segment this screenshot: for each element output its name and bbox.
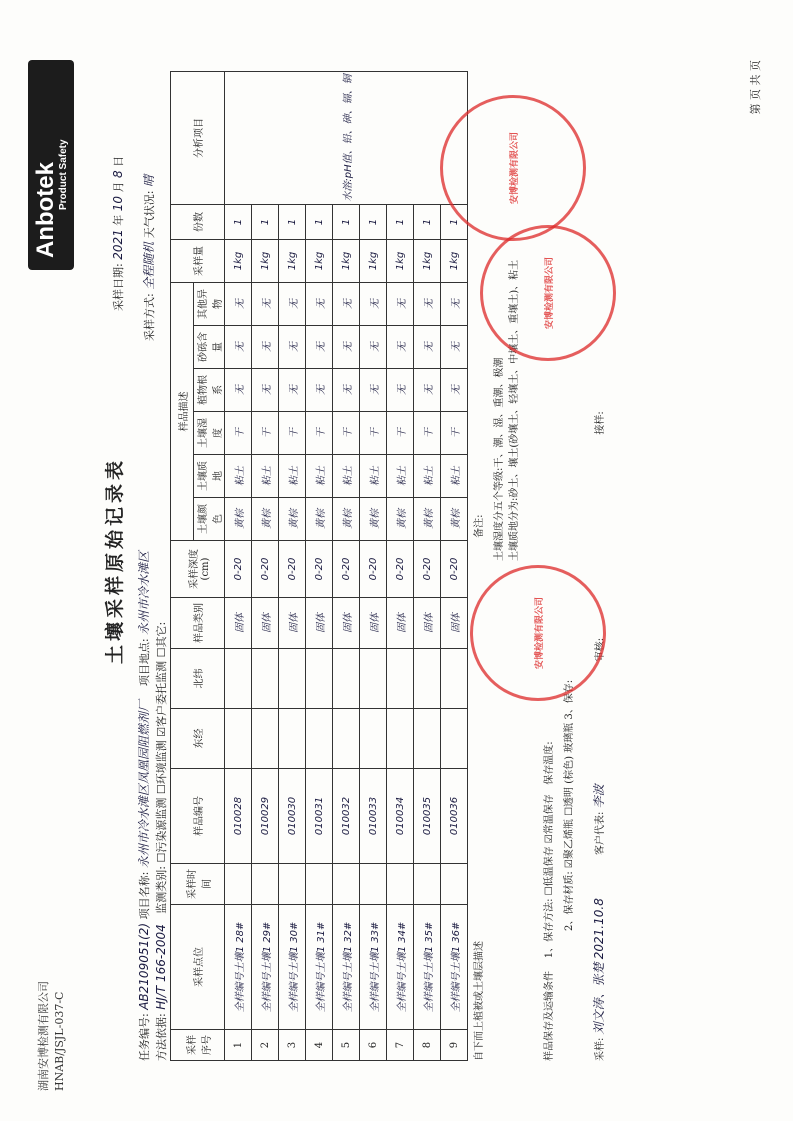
cell-point: 全样编号土壤1 30# [279, 905, 306, 1030]
cell-east [441, 709, 468, 769]
col-time: 采样时间 [171, 864, 225, 905]
cell-point: 全样编号土壤1 33# [360, 905, 387, 1030]
task-no-label: 任务编号: [138, 1013, 151, 1061]
cell-gravel: 无 [360, 326, 387, 369]
year-label: 年 [112, 214, 125, 226]
col-desc-group: 样品描述 [171, 283, 194, 541]
moisture-grades: 土壤湿度分五个等级:干、潮、湿、重潮、极潮 [494, 357, 505, 561]
cell-moisture: 干 [360, 412, 387, 455]
cell-moisture: 干 [279, 412, 306, 455]
cell-point: 全样编号土壤1 35# [414, 905, 441, 1030]
cell-category: 固体 [225, 598, 252, 649]
monitor-type-label: 监测类别: [155, 866, 168, 914]
container-label: 2、保存材质: [564, 871, 575, 931]
container-opt-5: 3、保存: [564, 679, 575, 720]
cell-other: 无 [387, 283, 414, 326]
notes-label: 备注: [474, 514, 485, 538]
date-day: 8 [111, 170, 125, 178]
monitor-opt-2[interactable]: ☐环境监测 [155, 740, 168, 795]
cell-count: 1 [414, 205, 441, 240]
cell-roots: 无 [333, 369, 360, 412]
cell-east [360, 709, 387, 769]
cell-color: 黄棕 [252, 498, 279, 541]
day-label: 日 [112, 155, 125, 167]
cell-east [306, 709, 333, 769]
col-color: 土壤颜色 [194, 498, 225, 541]
cell-gravel: 无 [279, 326, 306, 369]
col-depth: 采样深度(cm) [171, 541, 225, 598]
cell-north [414, 649, 441, 709]
cell-north [225, 649, 252, 709]
cell-texture: 粘土 [333, 455, 360, 498]
cell-qty: 1kg [279, 240, 306, 283]
col-count: 份数 [171, 205, 225, 240]
cell-time [279, 864, 306, 905]
sampling-method-label: 采样方式: [143, 293, 156, 341]
sampling-date [110, 156, 126, 311]
sampling-method-row [140, 175, 157, 341]
cell-east [414, 709, 441, 769]
project-name-label: 项目名称: [138, 871, 151, 920]
col-gravel: 砂砾含量 [194, 326, 225, 369]
sampling-method-value: 全程随机 [142, 241, 156, 290]
col-analysis: 分析项目 [171, 72, 225, 205]
cell-point: 全样编号土壤1 31# [306, 905, 333, 1030]
date-month: 10 [111, 195, 125, 212]
cell-qty: 1kg [441, 240, 468, 283]
cell-roots: 无 [252, 369, 279, 412]
cell-roots: 无 [225, 369, 252, 412]
col-texture: 土壤质地 [194, 455, 225, 498]
cell-color: 黄棕 [441, 498, 468, 541]
col-qty: 采样量 [171, 240, 225, 283]
task-number-row [135, 551, 152, 1061]
cell-depth: 0-20 [225, 541, 252, 598]
cell-other: 无 [360, 283, 387, 326]
cell-qty: 1kg [306, 240, 333, 283]
cell-point: 全样编号土壤1 36# [441, 905, 468, 1030]
cell-qty: 1kg [414, 240, 441, 283]
col-category: 样品类别 [171, 598, 225, 649]
container-opt-3[interactable]: (棕色) [564, 755, 575, 784]
cell-sample-no: 010031 [306, 769, 333, 864]
document-number: HNAB/JSJL-037-C [53, 991, 66, 1091]
logo-text: Anbotek [32, 162, 59, 258]
date-year: 2021 [111, 229, 125, 260]
cell-seq: 4 [306, 1030, 333, 1061]
container-opt-4[interactable]: 玻璃瓶 [564, 722, 575, 753]
cell-seq: 8 [414, 1030, 441, 1061]
cell-time [252, 864, 279, 905]
cell-color: 黄棕 [360, 498, 387, 541]
col-point: 采样点位 [171, 905, 225, 1030]
cell-east [252, 709, 279, 769]
cell-point: 全样编号土壤1 29# [252, 905, 279, 1030]
method-basis-label: 方法依据: [155, 1013, 168, 1061]
weather-label: 天气状况: [143, 190, 156, 239]
signature-row [590, 71, 607, 1061]
cell-roots: 无 [279, 369, 306, 412]
sampler-date: 2021.10.8 [592, 898, 606, 960]
cell-depth: 0-20 [306, 541, 333, 598]
container-opt-2[interactable]: ☐透明 [564, 786, 575, 816]
cell-roots: 无 [360, 369, 387, 412]
profile-label: 自下而上植被或土壤层描述 [474, 941, 485, 1061]
cell-qty: 1kg [333, 240, 360, 283]
table-header-row [171, 72, 194, 1061]
cell-east [225, 709, 252, 769]
cell-category: 固体 [360, 598, 387, 649]
sampling-table [170, 71, 468, 1061]
cell-gravel: 无 [252, 326, 279, 369]
cell-depth: 0-20 [360, 541, 387, 598]
cell-depth: 0-20 [333, 541, 360, 598]
cell-north [333, 649, 360, 709]
table-row [414, 72, 441, 1061]
client-value: 李波 [592, 784, 606, 809]
cell-depth: 0-20 [252, 541, 279, 598]
weather-value: 晴 [142, 175, 156, 188]
cell-gravel: 无 [225, 326, 252, 369]
cell-category: 固体 [306, 598, 333, 649]
container-opt-1[interactable]: ☑聚乙烯瓶 [564, 819, 575, 869]
col-roots: 植物根系 [194, 369, 225, 412]
cell-sample-no: 010028 [225, 769, 252, 864]
cell-texture: 粘土 [252, 455, 279, 498]
cell-color: 黄棕 [225, 498, 252, 541]
cell-texture: 粘土 [279, 455, 306, 498]
cell-seq: 5 [333, 1030, 360, 1061]
cell-north [279, 649, 306, 709]
cell-category: 固体 [441, 598, 468, 649]
cell-seq: 7 [387, 1030, 414, 1061]
cell-category: 固体 [333, 598, 360, 649]
company-name: 湖南安博检测有限公司 [37, 981, 50, 1091]
cell-gravel: 无 [387, 326, 414, 369]
cell-seq: 1 [225, 1030, 252, 1061]
col-sample-no: 样品编号 [171, 769, 225, 864]
cell-moisture: 干 [252, 412, 279, 455]
cell-other: 无 [225, 283, 252, 326]
month-label: 月 [112, 181, 125, 193]
cell-seq: 9 [441, 1030, 468, 1061]
cell-sample-no: 010029 [252, 769, 279, 864]
cell-east [387, 709, 414, 769]
company-stamp-3: 安博检测有限公司 [480, 225, 616, 361]
company-stamp-1: 安博检测有限公司 [470, 565, 606, 701]
texture-grades: 土壤质地分为:砂土、壤土(砂壤土、轻壤土、中壤土、重壤土)、粘土 [509, 259, 520, 561]
cell-gravel: 无 [333, 326, 360, 369]
task-no-value: AB2109051(2) [137, 922, 151, 1010]
cell-category: 固体 [414, 598, 441, 649]
cell-category: 固体 [387, 598, 414, 649]
sampler-value: 刘文涛、张楚 [592, 962, 606, 1035]
table-row [225, 72, 252, 1061]
cell-sample-no: 010034 [387, 769, 414, 864]
cell-count: 1 [387, 205, 414, 240]
anbotek-logo [28, 60, 74, 270]
cell-depth: 0-20 [279, 541, 306, 598]
storage-method-label: 1、保存方法: [544, 898, 555, 959]
cell-category: 固体 [252, 598, 279, 649]
cell-other: 无 [306, 283, 333, 326]
method-basis-value: HJ/T 166-2004 [154, 924, 168, 1010]
cell-moisture: 干 [414, 412, 441, 455]
cell-qty: 1kg [387, 240, 414, 283]
monitor-opt-3[interactable]: ☑客户委托监测 [155, 660, 168, 737]
cell-other: 无 [333, 283, 360, 326]
cell-count: 1 [441, 205, 468, 240]
storage-temp-label: 保存温度: [544, 741, 555, 785]
cell-texture: 粘土 [414, 455, 441, 498]
cell-east [333, 709, 360, 769]
cell-depth: 0-20 [387, 541, 414, 598]
cell-moisture: 干 [387, 412, 414, 455]
cell-texture: 粘土 [360, 455, 387, 498]
receiver-label: 接样: [595, 411, 606, 435]
cell-count: 1 [306, 205, 333, 240]
cell-time [333, 864, 360, 905]
cell-moisture: 干 [333, 412, 360, 455]
cell-texture: 粘土 [441, 455, 468, 498]
cell-category: 固体 [279, 598, 306, 649]
cell-seq: 3 [279, 1030, 306, 1061]
cell-texture: 粘土 [225, 455, 252, 498]
col-east: 东经 [171, 709, 225, 769]
cell-color: 黄棕 [306, 498, 333, 541]
cell-count: 1 [360, 205, 387, 240]
cell-moisture: 干 [306, 412, 333, 455]
cell-time [306, 864, 333, 905]
cell-roots: 无 [441, 369, 468, 412]
cell-point: 全样编号土壤1 28# [225, 905, 252, 1030]
cell-roots: 无 [306, 369, 333, 412]
cell-time [387, 864, 414, 905]
cell-roots: 无 [414, 369, 441, 412]
cell-count: 1 [333, 205, 360, 240]
table-row [306, 72, 333, 1061]
cell-gravel: 无 [306, 326, 333, 369]
cell-roots: 无 [387, 369, 414, 412]
cell-depth: 0-20 [441, 541, 468, 598]
sampler-label: 采样: [595, 1037, 606, 1061]
col-moisture: 土壤湿度 [194, 412, 225, 455]
cell-time [441, 864, 468, 905]
cell-count: 1 [252, 205, 279, 240]
cell-depth: 0-20 [414, 541, 441, 598]
project-location-label: 项目地点: [138, 638, 151, 687]
page-number: 第 页 共 页 [749, 60, 762, 115]
cell-moisture: 干 [441, 412, 468, 455]
table-row [360, 72, 387, 1061]
cell-gravel: 无 [441, 326, 468, 369]
cell-moisture: 干 [225, 412, 252, 455]
cell-count: 1 [225, 205, 252, 240]
storage-opt-2[interactable]: ☑常温保存 [544, 794, 555, 844]
table-row [387, 72, 414, 1061]
table-row [252, 72, 279, 1061]
reviewer-label: 审核: [595, 637, 606, 662]
company-stamp-2: 安博检测有限公司 [440, 95, 586, 241]
cell-other: 无 [414, 283, 441, 326]
client-label: 客户代表: [595, 811, 606, 855]
col-other: 其他异物 [194, 283, 225, 326]
cell-north [252, 649, 279, 709]
cell-analysis: 水溶:pH值、铅、砷、镉、铜 [225, 72, 468, 205]
cell-texture: 粘土 [387, 455, 414, 498]
monitor-opt-1[interactable]: ☐污染源监测 [155, 797, 168, 863]
cell-qty: 1kg [360, 240, 387, 283]
cell-north [387, 649, 414, 709]
table-row [333, 72, 360, 1061]
cell-north [306, 649, 333, 709]
cell-point: 全样编号土壤1 34# [387, 905, 414, 1030]
method-row [153, 622, 169, 1061]
cell-time [225, 864, 252, 905]
cell-north [441, 649, 468, 709]
project-location-value: 永州市冷水滩区 [137, 550, 151, 635]
col-seq: 采样序号 [171, 1030, 225, 1061]
logo-subtext: Product Safety [58, 139, 69, 210]
cell-other: 无 [441, 283, 468, 326]
cell-other: 无 [279, 283, 306, 326]
cell-color: 黄棕 [414, 498, 441, 541]
cell-color: 黄棕 [387, 498, 414, 541]
monitor-opt-4[interactable]: ☐其它: [155, 621, 168, 658]
cell-sample-no: 010035 [414, 769, 441, 864]
storage-opt-1[interactable]: ☐低温保存 [544, 846, 555, 896]
cell-sample-no: 010033 [360, 769, 387, 864]
cell-seq: 6 [360, 1030, 387, 1061]
cell-east [279, 709, 306, 769]
storage-label: 样品保存及运输条件 [544, 971, 555, 1061]
cell-sample-no: 010030 [279, 769, 306, 864]
cell-count: 1 [279, 205, 306, 240]
cell-other: 无 [252, 283, 279, 326]
cell-color: 黄棕 [333, 498, 360, 541]
date-label: 采样日期: [112, 263, 125, 311]
cell-seq: 2 [252, 1030, 279, 1061]
cell-qty: 1kg [252, 240, 279, 283]
cell-gravel: 无 [414, 326, 441, 369]
cell-qty: 1kg [225, 240, 252, 283]
cell-texture: 粘土 [306, 455, 333, 498]
cell-point: 全样编号土壤1 32# [333, 905, 360, 1030]
page-title: 土壤采样原始记录表 [104, 457, 126, 665]
cell-sample-no: 010032 [333, 769, 360, 864]
cell-time [360, 864, 387, 905]
cell-time [414, 864, 441, 905]
cell-color: 黄棕 [279, 498, 306, 541]
cell-sample-no: 010036 [441, 769, 468, 864]
table-row [279, 72, 306, 1061]
col-north: 北纬 [171, 649, 225, 709]
cell-north [360, 649, 387, 709]
project-name-value: 永州市冷水滩区凤凰园阻燃剂厂 [137, 700, 151, 869]
